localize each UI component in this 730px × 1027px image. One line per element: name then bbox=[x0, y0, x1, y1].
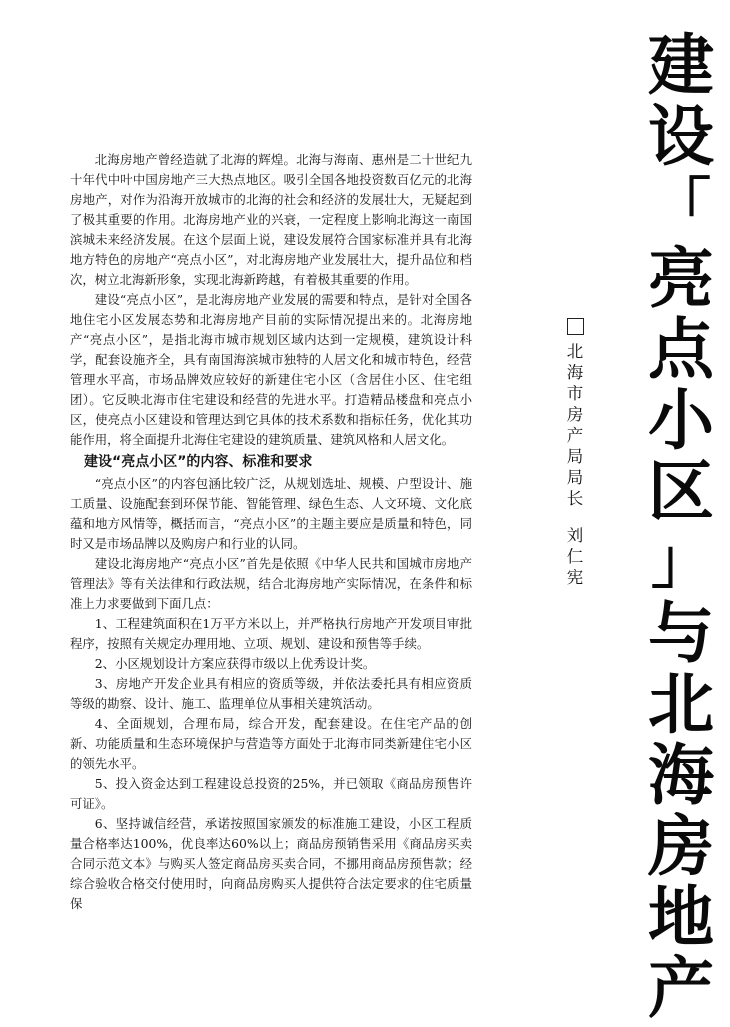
author-name-char: 宪 bbox=[566, 568, 584, 587]
author-org-char: 房 bbox=[566, 405, 584, 424]
title-char: 小 bbox=[648, 382, 714, 459]
author-org-char: 市 bbox=[566, 384, 584, 403]
author-name-char: 仁 bbox=[566, 547, 584, 566]
list-item: 4、全面规划，合理布局，综合开发，配套建设。在住宅产品的创新、功能质量和生态环境保护与营造等方面处于北海市同类新建住宅小区的领先水平。 bbox=[70, 716, 472, 771]
title-bracket-open: 「 bbox=[651, 172, 711, 242]
author-org-char: 局 bbox=[566, 447, 584, 466]
author-org-char: 长 bbox=[566, 489, 584, 508]
list-item: 3、房地产开发企业具有相应的资质等级，并依法委托具有相应资质等级的勘察、设计、施工、监理单位从事相关建筑活动。 bbox=[70, 676, 472, 711]
title-char: 点 bbox=[648, 311, 714, 388]
title-bracket-close: 」 bbox=[651, 527, 711, 597]
paragraph-content: “亮点小区”的内容包涵比较广泛，从规划选址、规模、户型设计、施工质量、设施配套到环保节能、智能管理、绿色生态、人文环境、文化底蕴和地方风情等，概括而言，“亮点小区”的主题主要应是质量和特色，同时又是市场品牌以及购房户和行业的认同。 bbox=[70, 476, 472, 551]
square-bullet-icon bbox=[567, 318, 584, 335]
author-organization bbox=[564, 341, 586, 509]
title-char: 建 bbox=[648, 27, 714, 104]
author-org-char: 产 bbox=[566, 426, 584, 445]
title-char: 海 bbox=[648, 737, 714, 814]
title-char: 区 bbox=[648, 453, 714, 530]
author-name bbox=[564, 525, 586, 588]
author-byline bbox=[560, 318, 590, 588]
article-body bbox=[70, 150, 472, 914]
section-heading: 建设“亮点小区”的内容、标准和要求 bbox=[84, 454, 313, 470]
title-char: 房 bbox=[648, 808, 714, 885]
title-char: 地 bbox=[648, 879, 714, 956]
title-char: 设 bbox=[648, 98, 714, 175]
author-name-char: 刘 bbox=[566, 526, 584, 545]
list-item: 1、工程建筑面积在1万平方米以上，并严格执行房地产开发项目审批程序，按照有关规定办理用地、立项、规划、建设和预售等手续。 bbox=[70, 616, 472, 651]
paragraph-standards: 建设北海房地产“亮点小区”首先是依照《中华人民共和国城市房地产管理法》等有关法律和行政法规，结合北海房地产实际情况，在条件和标准上力求要做到下面几点： bbox=[70, 556, 472, 611]
title-char: 与 bbox=[648, 595, 714, 672]
list-item: 5、投入资金达到工程建设总投资的25%，并已领取《商品房预售许可证》。 bbox=[70, 776, 472, 811]
title-char: 产 bbox=[648, 950, 714, 1027]
paragraph-definition: 建设“亮点小区”，是北海房地产业发展的需要和特点，是针对全国各地住宅小区发展态势和北海房地产目前的实际情况提出来的。北海房地产“亮点小区”，是指北海市城市规划区域内达到一定规模，建筑设计科学，配套设施齐全，具有南国海滨城市独特的人居文化和城市特色，经营管理水平高，市场品牌效应较好的新建住宅小区（含居住小区、住宅组团）。它反映北海市住宅建设和经营的先进水平。打造精品楼盘和亮点小区，使亮点小区建设和管理达到它具体的技术系数和指标任务，优化其功能作用，将全面提升北海住宅建设的建筑质量、建筑风格和人居文化。 bbox=[70, 292, 472, 447]
paragraph-intro: 北海房地产曾经造就了北海的辉煌。北海与海南、惠州是二十世纪九十年代中叶中国房地产三大热点地区。吸引全国各地投资数百亿元的北海房地产，对作为沿海开放城市的北海的社会和经济的发展壮大，无疑起到了极其重要的作用。北海房地产业的兴衰，一定程度上影响北海这一南国滨城未来经济发展。在这个层面上说，建设发展符合国家标准并具有北海地方特色的房地产“亮点小区”，对北海房地产业发展壮大，提升品位和档次，树立北海新形象，实现北海新跨越，有着极其重要的作用。 bbox=[70, 152, 472, 287]
article-title bbox=[640, 27, 722, 1027]
list-item: 2、小区规划设计方案应获得市级以上优秀设计奖。 bbox=[94, 656, 376, 671]
author-org-char: 局 bbox=[566, 468, 584, 487]
author-org-char: 北 bbox=[566, 342, 584, 361]
list-item: 6、坚持诚信经营，承诺按照国家颁发的标准施工建设，小区工程质量合格率达100%，优良率达60%以上；商品房预销售采用《商品房买卖合同示范文本》与购买人签定商品房买卖合同，不挪用商品房预售款；经综合验收合格交付使用时，向商品房购买人提供符合法定要求的住宅质量保 bbox=[70, 816, 472, 911]
author-org-char: 海 bbox=[566, 363, 584, 382]
title-char: 亮 bbox=[648, 240, 714, 317]
title-char: 北 bbox=[648, 666, 714, 743]
